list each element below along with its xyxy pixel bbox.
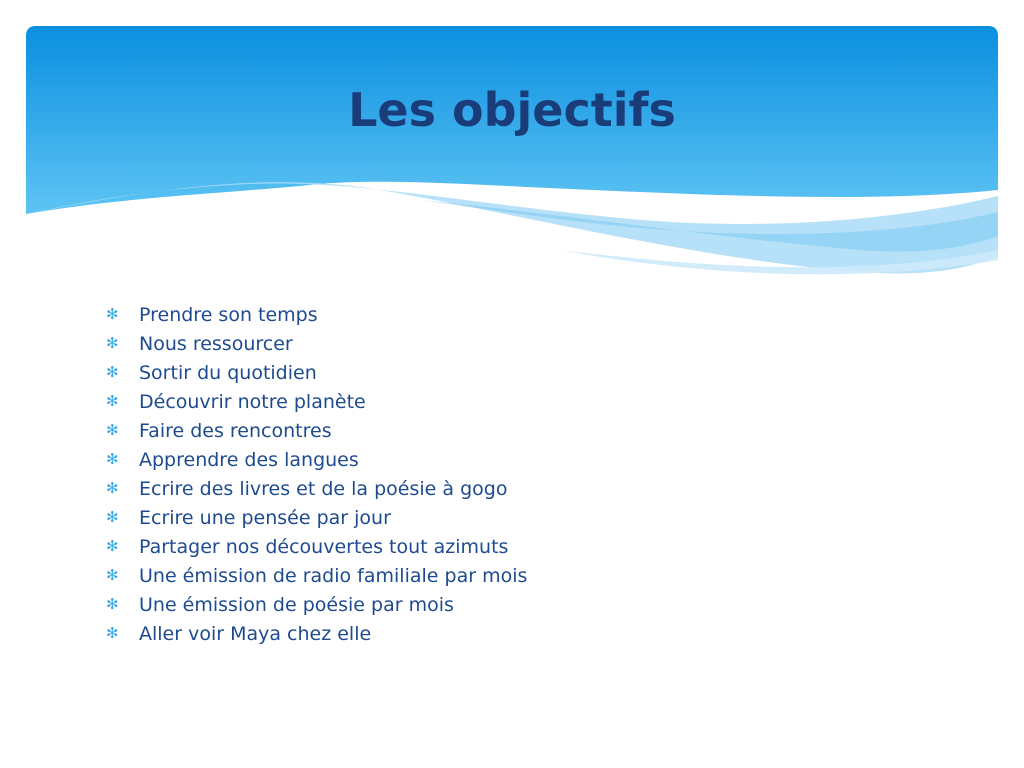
list-item-text: Ecrire des livres et de la poésie à gogo	[139, 477, 508, 500]
list-item	[106, 619, 926, 648]
list-item	[106, 532, 926, 561]
list-item	[106, 590, 926, 619]
asterisk-bullet-icon: ✻	[106, 566, 119, 584]
list-item-text: Sortir du quotidien	[139, 361, 317, 384]
asterisk-bullet-icon: ✻	[106, 479, 119, 497]
asterisk-bullet-icon: ✻	[106, 421, 119, 439]
asterisk-bullet-icon: ✻	[106, 305, 119, 323]
header-wave-banner	[0, 0, 1024, 300]
list-item	[106, 300, 926, 329]
list-item	[106, 503, 926, 532]
list-item	[106, 561, 926, 590]
list-item-text: Aller voir Maya chez elle	[139, 622, 372, 645]
asterisk-bullet-icon: ✻	[106, 508, 119, 526]
list-item	[106, 474, 926, 503]
list-item-text: Prendre son temps	[139, 303, 318, 326]
list-item-text: Nous ressourcer	[139, 332, 293, 355]
slide-title: Les objectifs	[348, 83, 676, 137]
list-item	[106, 416, 926, 445]
list-item-text: Une émission de radio familiale par mois	[139, 564, 528, 587]
asterisk-bullet-icon: ✻	[106, 334, 119, 352]
list-item	[106, 329, 926, 358]
list-item-text: Découvrir notre planète	[139, 390, 366, 413]
objectives-list	[106, 300, 926, 648]
list-item-text: Une émission de poésie par mois	[139, 593, 454, 616]
list-item	[106, 387, 926, 416]
list-item-text: Faire des rencontres	[139, 419, 332, 442]
asterisk-bullet-icon: ✻	[106, 595, 119, 613]
list-item-text: Partager nos découvertes tout azimuts	[139, 535, 509, 558]
asterisk-bullet-icon: ✻	[106, 624, 119, 642]
list-item-text: Ecrire une pensée par jour	[139, 506, 391, 529]
asterisk-bullet-icon: ✻	[106, 537, 119, 555]
asterisk-bullet-icon: ✻	[106, 450, 119, 468]
list-item	[106, 358, 926, 387]
asterisk-bullet-icon: ✻	[106, 392, 119, 410]
list-item-text: Apprendre des langues	[139, 448, 359, 471]
asterisk-bullet-icon: ✻	[106, 363, 119, 381]
list-item	[106, 445, 926, 474]
